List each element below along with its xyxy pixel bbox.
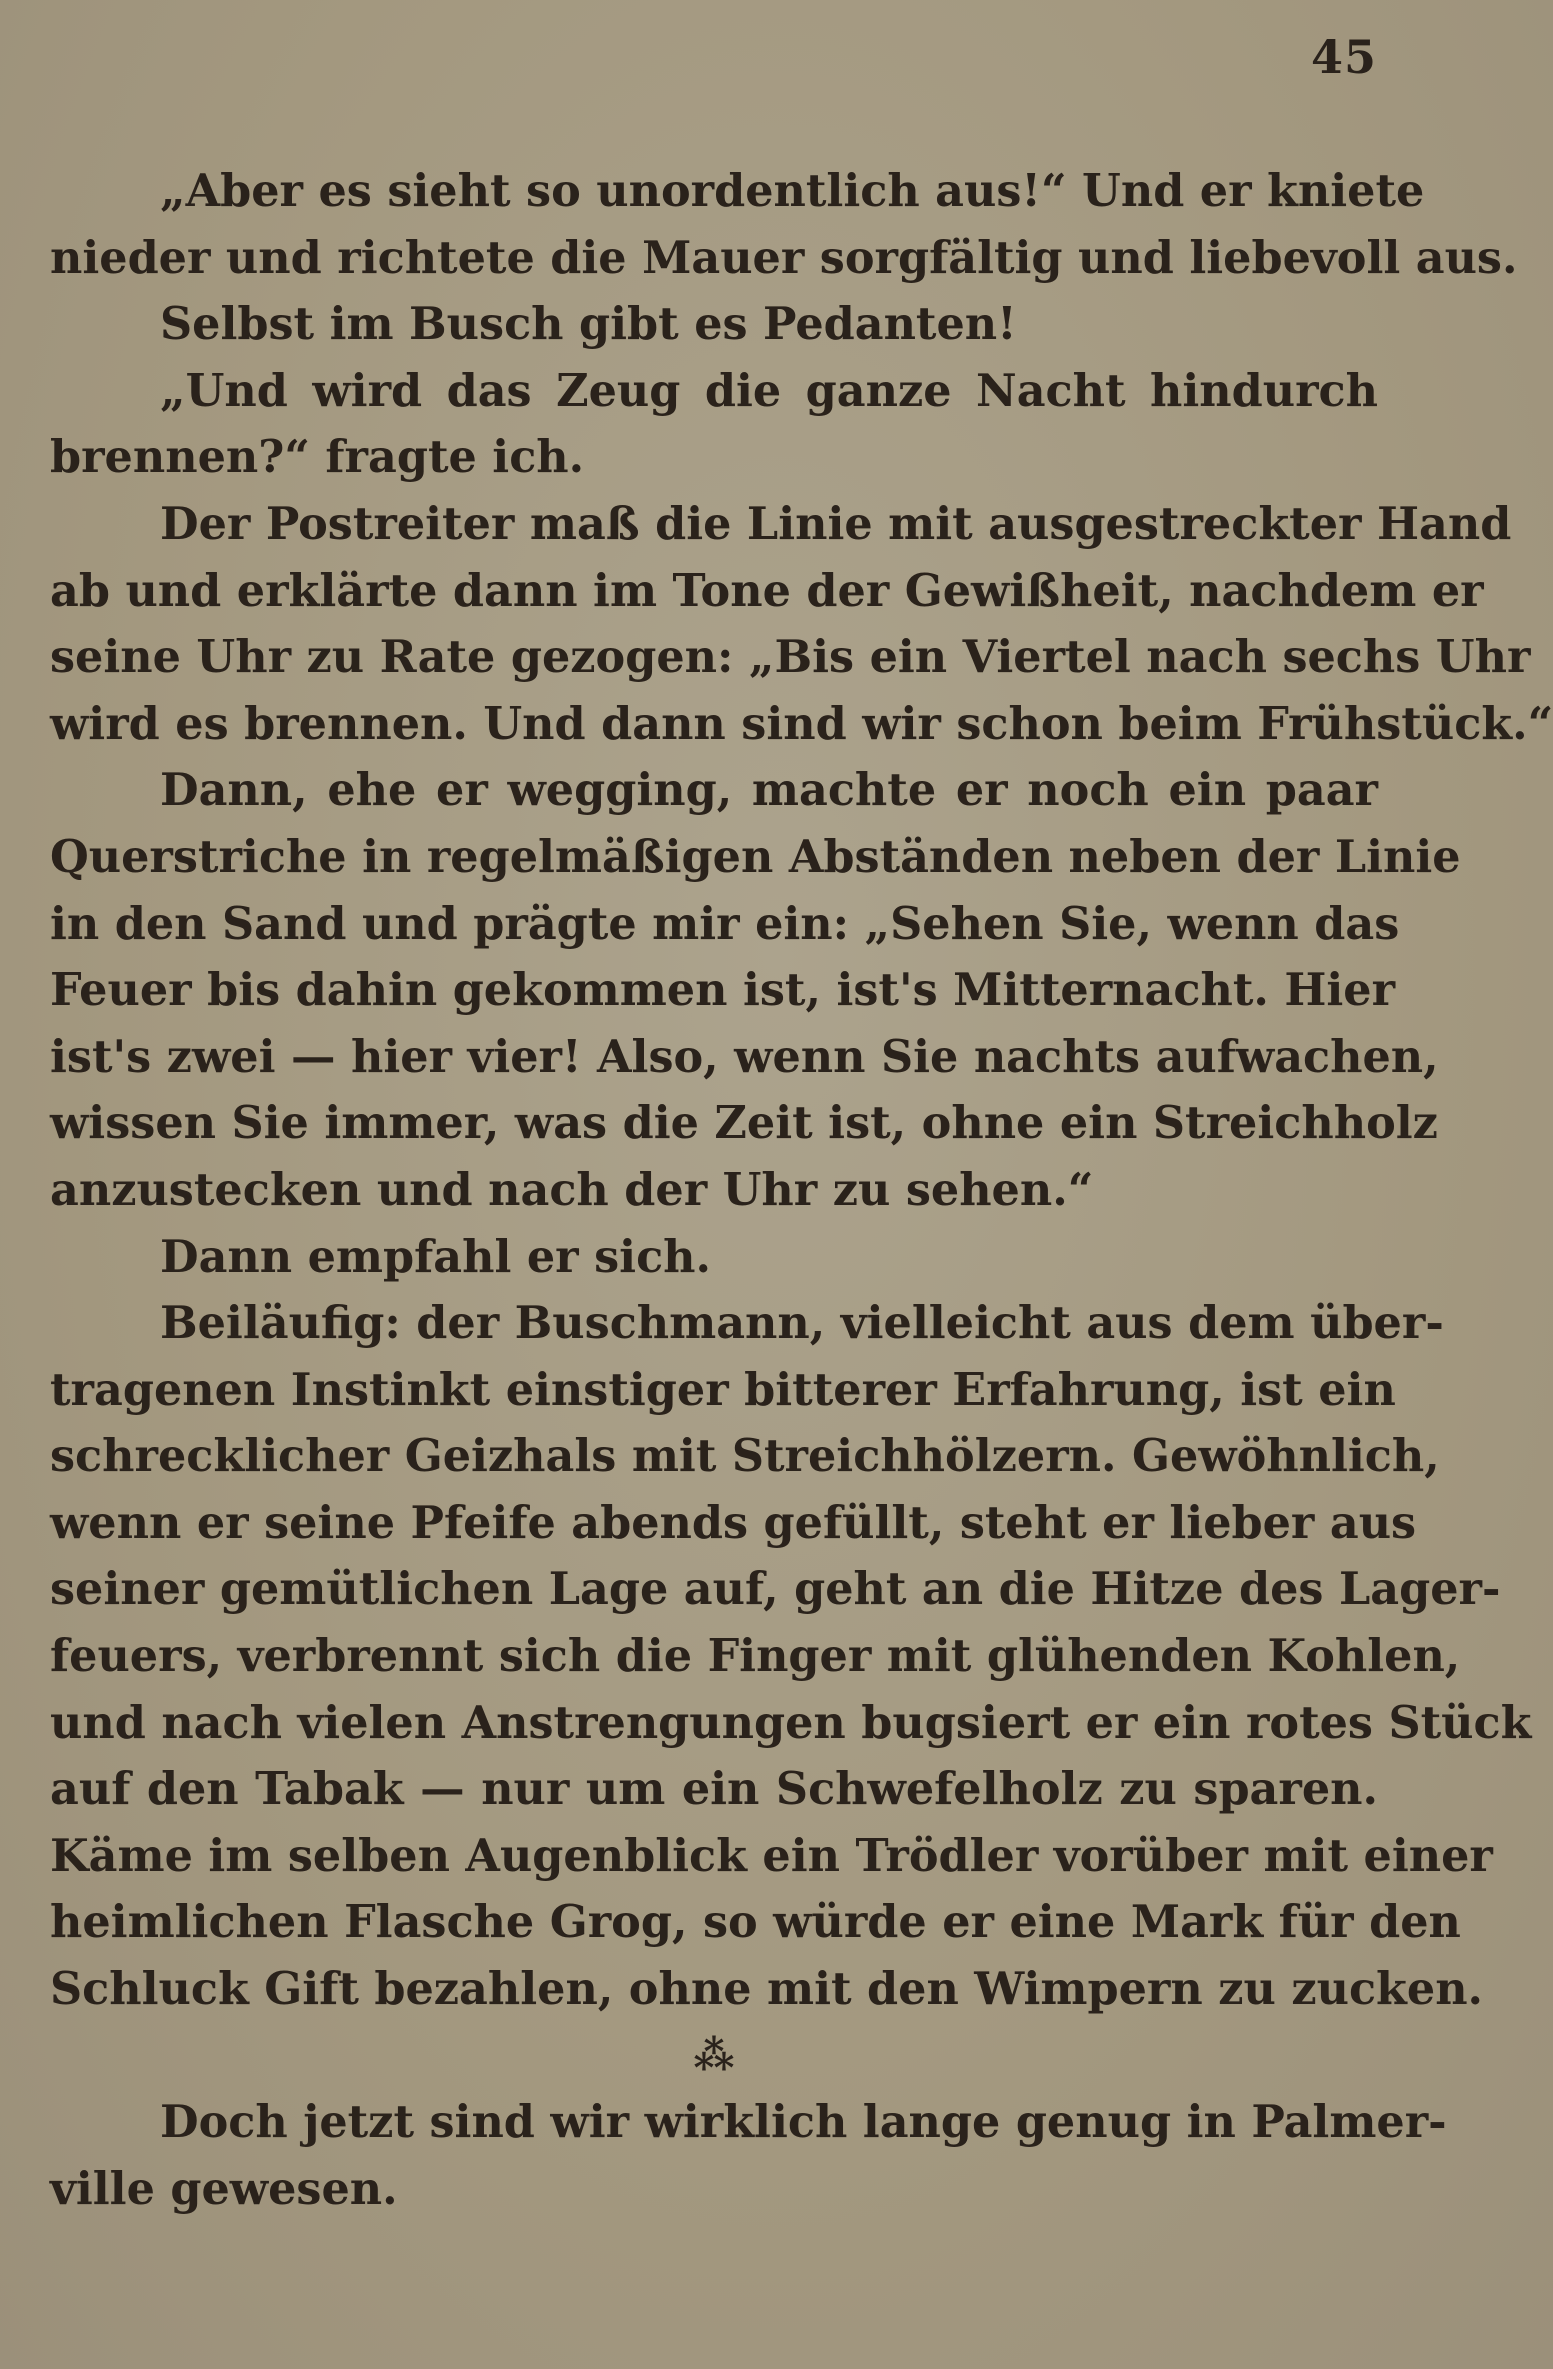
text-line: nieder und richtete die Mauer sorgfältig und liebevoll aus. — [50, 231, 1518, 284]
text-line: tragenen Instinkt einstiger bitterer Erfahrung, ist ein — [50, 1363, 1396, 1416]
text-line: Käme im selben Augenblick ein Trödler vorüber mit einer — [50, 1829, 1493, 1882]
text-line: Beiläufig: der Buschmann, vielleicht aus dem über- — [160, 1297, 1444, 1350]
text-line: Querstriche in regelmäßigen Abständen neben der Linie — [50, 830, 1461, 883]
text-line: „Aber es sieht so unordentlich aus!“ Und er kniete — [160, 165, 1425, 217]
text-line: Dann, ehe er wegging, machte er noch ein paar — [160, 764, 1378, 817]
text-line: anzustecken und nach der Uhr zu sehen.“ — [50, 1163, 1094, 1216]
text-line: Selbst im Busch gibt es Pedanten! — [160, 298, 1017, 351]
text-line: „Und wird das Zeug die ganze Nacht hindurch — [160, 364, 1378, 417]
text-line: in den Sand und prägte mir ein: „Sehen Sie, wenn das — [50, 897, 1400, 950]
text-line: Feuer bis dahin gekommen ist, ist's Mitternacht. Hier — [50, 964, 1396, 1017]
text-line: wird es brennen. Und dann sind wir schon beim Frühstück.“ — [50, 697, 1553, 750]
text-line: seine Uhr zu Rate gezogen: „Bis ein Viertel nach sechs Uhr — [50, 631, 1531, 684]
text-line: Doch jetzt sind wir wirklich lange genug in Palmer- — [160, 2096, 1447, 2149]
text-line: brennen?“ fragte ich. — [50, 431, 585, 484]
text-line: ist's zwei — hier vier! Also, wenn Sie nachts aufwachen, — [50, 1030, 1439, 1083]
text-line: und nach vielen Anstrengungen bugsiert er ein rotes Stück — [50, 1696, 1532, 1749]
text-line: Schluck Gift bezahlen, ohne mit den Wimpern zu zucken. — [50, 1963, 1484, 2016]
text-line: schrecklicher Geizhals mit Streichhölzern. Gewöhnlich, — [50, 1430, 1440, 1483]
text-line: wissen Sie immer, was die Zeit ist, ohne ein Streichholz — [50, 1097, 1438, 1150]
page-number: 45 — [1310, 30, 1377, 84]
text-line: Der Postreiter maß die Linie mit ausgestreckter Hand — [160, 497, 1512, 550]
text-line: wenn er seine Pfeife abends gefüllt, steht er lieber aus — [50, 1496, 1417, 1549]
text-line: ville gewesen. — [50, 2162, 398, 2215]
body-text — [50, 158, 1553, 2222]
text-line: feuers, verbrennt sich die Finger mit glühenden Kohlen, — [50, 1630, 1461, 1683]
text-line: ab und erklärte dann im Tone der Gewißheit, nachdem er — [50, 564, 1484, 617]
text-line: heimlichen Flasche Grog, so würde er eine Mark für den — [50, 1896, 1461, 1949]
text-line: seiner gemütlichen Lage auf, geht an die Hitze des Lager- — [50, 1563, 1501, 1616]
section-separator: ⁂ — [693, 2031, 735, 2079]
text-line: auf den Tabak — nur um ein Schwefelholz zu sparen. — [50, 1763, 1378, 1816]
text-line: Dann empfahl er sich. — [160, 1230, 712, 1283]
